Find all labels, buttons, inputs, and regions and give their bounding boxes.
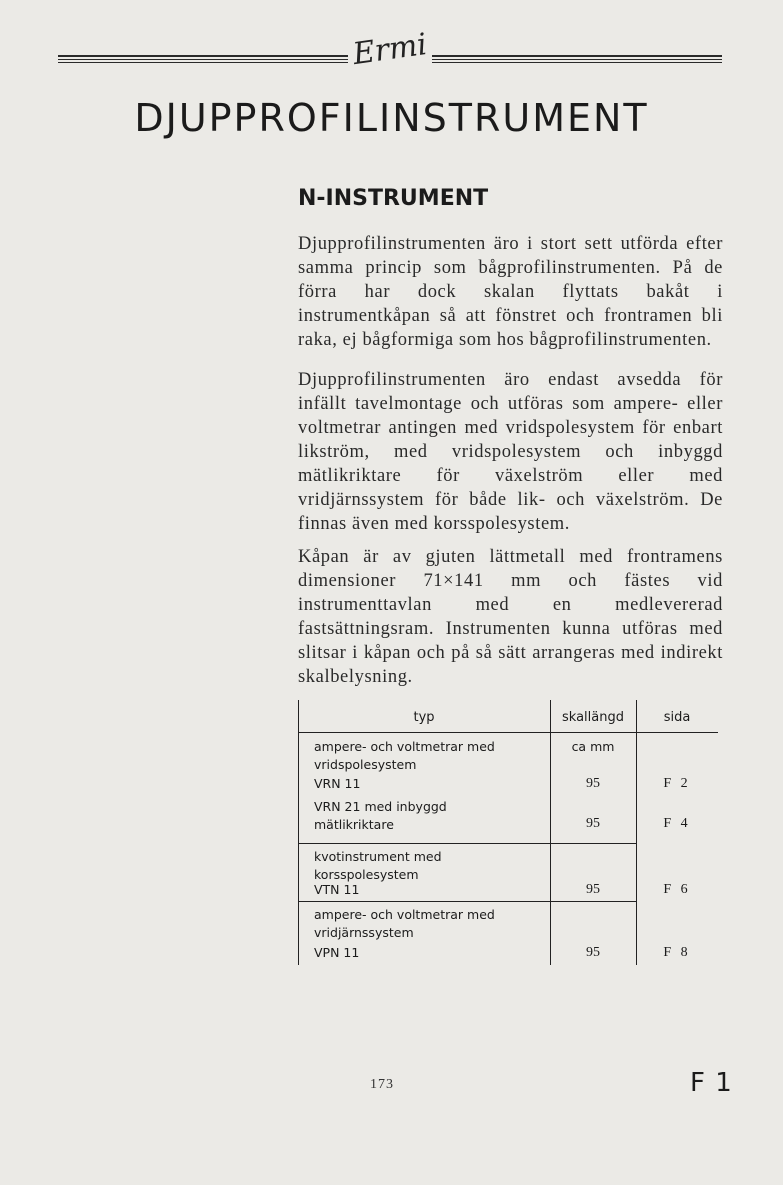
section-title: N-INSTRUMENT bbox=[298, 186, 489, 211]
table-row-page: F 6 bbox=[663, 882, 691, 897]
table-row-page: F 4 bbox=[663, 816, 691, 831]
length-unit: ca mm bbox=[571, 739, 615, 754]
section-code: F 1 bbox=[690, 1068, 733, 1098]
paragraph-intro: Djupprofilinstrumenten äro i stort sett utförda efter samma princip som bågprofilinstrumenten. På de förra har dock skalan flyttats bakåt i instrumentkåpan så att fönstret och frontramen bli raka, ej bågformiga som hos bågprofilinstrumenten. bbox=[298, 234, 723, 350]
brand-logo: Ermi bbox=[350, 27, 430, 73]
paragraph-usage: Djupprofilinstrumenten äro endast avsedda för infällt tavelmontage och utföras som ampere- eller voltmetrar antingen med vridspolesystem för enbart likström, med vridspolesystem och inbyggd mätlikriktare för växelström eller med vridjärnssystem för både lik- och växelström. De finnas även med korsspolesystem. bbox=[298, 370, 723, 534]
table-row-type: VRN 11 bbox=[314, 776, 361, 791]
paragraph-housing: Kåpan är av gjuten lättmetall med frontramens dimensioner 71×141 mm och fästes vid instrumenttavlan med en medlevererad fastsättningsram. Instrumenten kunna utföras med slitsar i kåpan och på så sätt arrangeras med indirekt skalbelysning. bbox=[298, 547, 723, 687]
group-description: ampere- och voltmetrar med vridspolesystem bbox=[314, 739, 495, 772]
table-row-length: 95 bbox=[586, 816, 600, 831]
col-header-length: skallängd bbox=[562, 710, 624, 725]
table-row-length: 95 bbox=[586, 945, 600, 960]
group-description: kvotinstrument med korsspolesystem bbox=[314, 849, 442, 882]
table-row-type: VPN 11 bbox=[314, 945, 360, 960]
table-row-page: F 8 bbox=[663, 945, 691, 960]
instrument-table bbox=[298, 700, 718, 965]
col-header-type: typ bbox=[413, 710, 435, 725]
group-description: ampere- och voltmetrar med vridjärnssystem bbox=[314, 907, 495, 940]
table-row-length: 95 bbox=[586, 776, 600, 791]
header-rule-right bbox=[432, 55, 722, 64]
col-header-page: sida bbox=[663, 710, 691, 725]
header-rule-left bbox=[58, 55, 348, 64]
table-row-type: VRN 21 med inbyggd mätlikriktare bbox=[314, 799, 447, 832]
page-number: 173 bbox=[370, 1077, 394, 1092]
page-title: DJUPPROFILINSTRUMENT bbox=[134, 96, 649, 140]
table-row-type: VTN 11 bbox=[314, 882, 360, 897]
table-row-length: 95 bbox=[586, 882, 600, 897]
table-row-page: F 2 bbox=[663, 776, 691, 791]
